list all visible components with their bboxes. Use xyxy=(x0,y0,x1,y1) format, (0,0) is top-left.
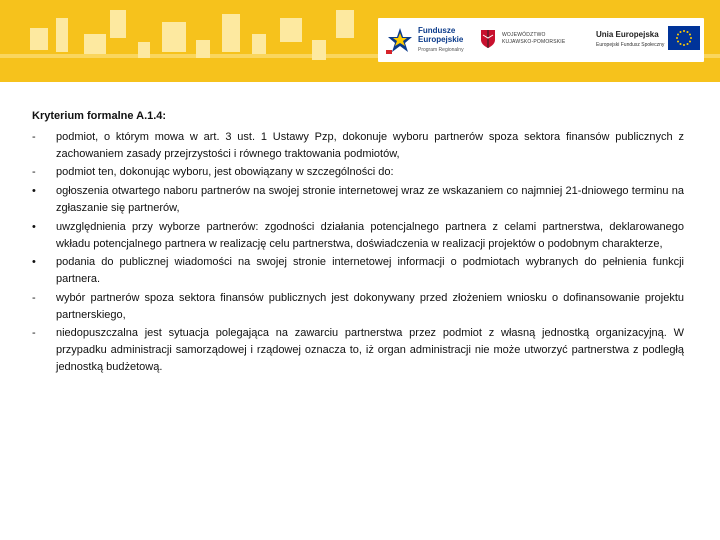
decor-block xyxy=(336,10,354,38)
list-item-text: podmiot ten, dokonując wyboru, jest obowiązany w szczególności do: xyxy=(56,166,394,178)
list-marker: - xyxy=(32,291,36,304)
region-line-1: WOJEWÓDZTWO xyxy=(502,32,546,38)
list-item xyxy=(32,325,684,376)
document-title: Kryterium formalne A.1.4: xyxy=(32,110,167,122)
document-body xyxy=(32,108,684,378)
fundusze-subtitle: Program Regionalny xyxy=(418,47,464,53)
fundusze-europejskie-logo xyxy=(418,26,464,55)
eu-flag-icon xyxy=(668,26,700,50)
list-item-text: wybór partnerów spoza sektora finansów publicznych jest dokonywany przed złożeniem wniosku o dofinansowanie projektu partnerskiego, xyxy=(56,291,684,321)
list-marker: • xyxy=(32,256,36,268)
list-marker: • xyxy=(32,220,36,233)
region-line-2: KUJAWSKO-POMORSKIE xyxy=(502,39,566,45)
list-item xyxy=(32,254,684,288)
decor-block xyxy=(280,18,302,42)
ue-subtitle: Europejski Fundusz Społeczny xyxy=(596,42,665,48)
list-item-text: uwzględnienia przy wyborze partnerów: zgodności działania potencjalnego partnera z celami partnerstwa, deklarowanego wkładu potencjalnego partnera w realizację celu partnerstwa, doświadczenia w realizacji projektów o podobnym charakterze, xyxy=(56,220,684,250)
list-marker: - xyxy=(32,130,36,143)
list-item xyxy=(32,129,684,163)
list-item-text: ogłoszenia otwartego naboru partnerów na swojej stronie internetowej wraz ze wskazaniem co najmniej 21-dniowego terminu na zgłaszanie się partnerów, xyxy=(56,185,684,214)
header-banner xyxy=(0,0,720,82)
list-item-text: podmiot, o którym mowa w art. 3 ust. 1 Ustawy Pzp, dokonuje wyboru partnerów spoza sektora finansów publicznych z zachowaniem zasady przejrzystości i równego traktowania podmiotów, xyxy=(56,130,684,160)
list-marker: - xyxy=(32,327,36,339)
list-item xyxy=(32,164,684,182)
list-marker: • xyxy=(32,185,36,197)
list-item-text: podania do publicznej wiadomości na swojej stronie internetowej informacji o podmiotach wybranych do pełnienia funkcji partnera. xyxy=(56,256,684,285)
list-item xyxy=(32,219,684,253)
logo-strip xyxy=(378,18,704,62)
list-marker: - xyxy=(32,166,36,178)
decor-block xyxy=(110,10,126,38)
ue-logo xyxy=(596,30,664,50)
list-item xyxy=(32,290,684,324)
list-item-text: niedopuszczalna jest sytuacja polegająca na zawarciu partnerstwa przez podmiot z własną jednostką organizacyjną. W przypadku administracji samorządowej i rządowej oznacza to, iż organ administracji nie może utworzyć partnerstwa z podległą jednostką budżetową. xyxy=(56,327,684,373)
fundusze-line-1: Fundusze xyxy=(418,26,456,35)
decor-block xyxy=(56,18,68,52)
decor-block xyxy=(222,14,240,52)
list-item xyxy=(32,183,684,217)
fundusze-line-2: Europejskie xyxy=(418,35,464,44)
decor-block xyxy=(252,34,266,54)
decor-block xyxy=(30,28,48,50)
ue-title: Unia Europejska xyxy=(596,30,659,39)
region-crest-icon xyxy=(480,29,496,49)
fundusze-europejskie-star-icon xyxy=(384,24,416,56)
region-logo xyxy=(502,32,565,46)
decor-block xyxy=(162,22,186,52)
decor-block xyxy=(84,34,106,54)
